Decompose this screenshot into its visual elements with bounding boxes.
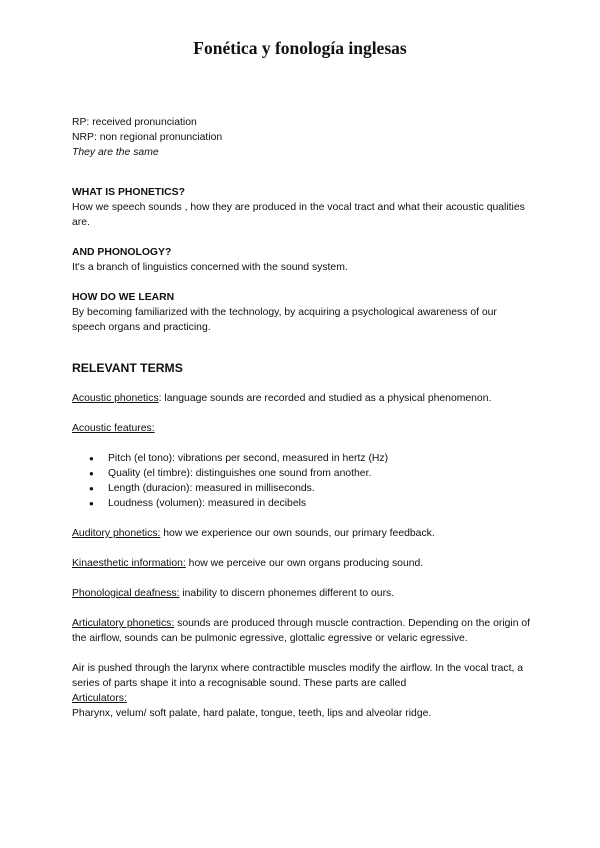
acoustic-phonetics-term: Acoustic phonetics [72,393,159,404]
document-body [72,115,532,721]
articulatory-term: Articulatory phonetics: [72,618,175,629]
articulatory-paragraph [72,616,532,646]
intro-nrp: NRP: non regional pronunciation [72,132,223,143]
kinaesthetic-paragraph [72,556,532,571]
document-title: Fonética y fonología inglesas [193,38,407,58]
list-item: ● Pitch (el tono): vibrations per second, measured in hertz (Hz) [72,451,532,466]
intro-rp: RP: received pronunciation [72,117,197,128]
acoustic-features-term: Acoustic features: [72,423,155,434]
acoustic-features-list [72,451,532,511]
phonetics-heading: WHAT IS PHONETICS? [72,187,185,198]
articulatory-def: sounds are produced through muscle contraction. Depending on the origin of the airflow, sounds can be pulmonic egressive, glottalic egressive or velaric egressive. [72,618,531,644]
kinaesthetic-term: Kinaesthetic information: [72,558,186,569]
acoustic-phonetics-paragraph [72,391,532,406]
relevant-terms-heading: RELEVANT TERMS [72,361,183,375]
learn-heading: HOW DO WE LEARN [72,292,175,303]
phonology-text: It's a branch of linguistics concerned with the sound system. [72,262,348,273]
intro-note: They are the same [72,147,159,158]
auditory-def: how we experience our own sounds, our primary feedback. [160,528,435,539]
deafness-paragraph [72,586,532,601]
articulators-list: Pharynx, velum/ soft palate, hard palate, tongue, teeth, lips and alveolar ridge. [72,708,432,719]
kinaesthetic-def: how we perceive our own organs producing sound. [185,558,424,569]
air-paragraph: Air is pushed through the larynx where contractible muscles modify the airflow. In the vocal tract, a series of parts shape it into a recognisable sound. These parts are called [72,663,524,689]
deafness-term: Phonological deafness: [72,588,180,599]
phonetics-text: How we speech sounds , how they are produced in the vocal tract and what their acoustic qualities are. [72,202,525,228]
articulators-term: Articulators: [72,693,127,704]
deafness-def: inability to discern phonemes different to ours. [179,588,395,599]
list-item: ● Loudness (volumen): measured in decibels [72,496,532,511]
auditory-term: Auditory phonetics: [72,528,161,539]
learn-text: By becoming familiarized with the technology, by acquiring a psychological awareness of our speech organs and practicing. [72,307,497,333]
list-item: ● Length (duracion): measured in milliseconds. [72,481,532,496]
acoustic-phonetics-def: : language sounds are recorded and studied as a physical phenomenon. [158,393,492,404]
list-item: ● Quality (el timbre): distinguishes one sound from another. [72,466,532,481]
phonology-heading: AND PHONOLOGY? [72,247,172,258]
auditory-paragraph [72,526,532,541]
